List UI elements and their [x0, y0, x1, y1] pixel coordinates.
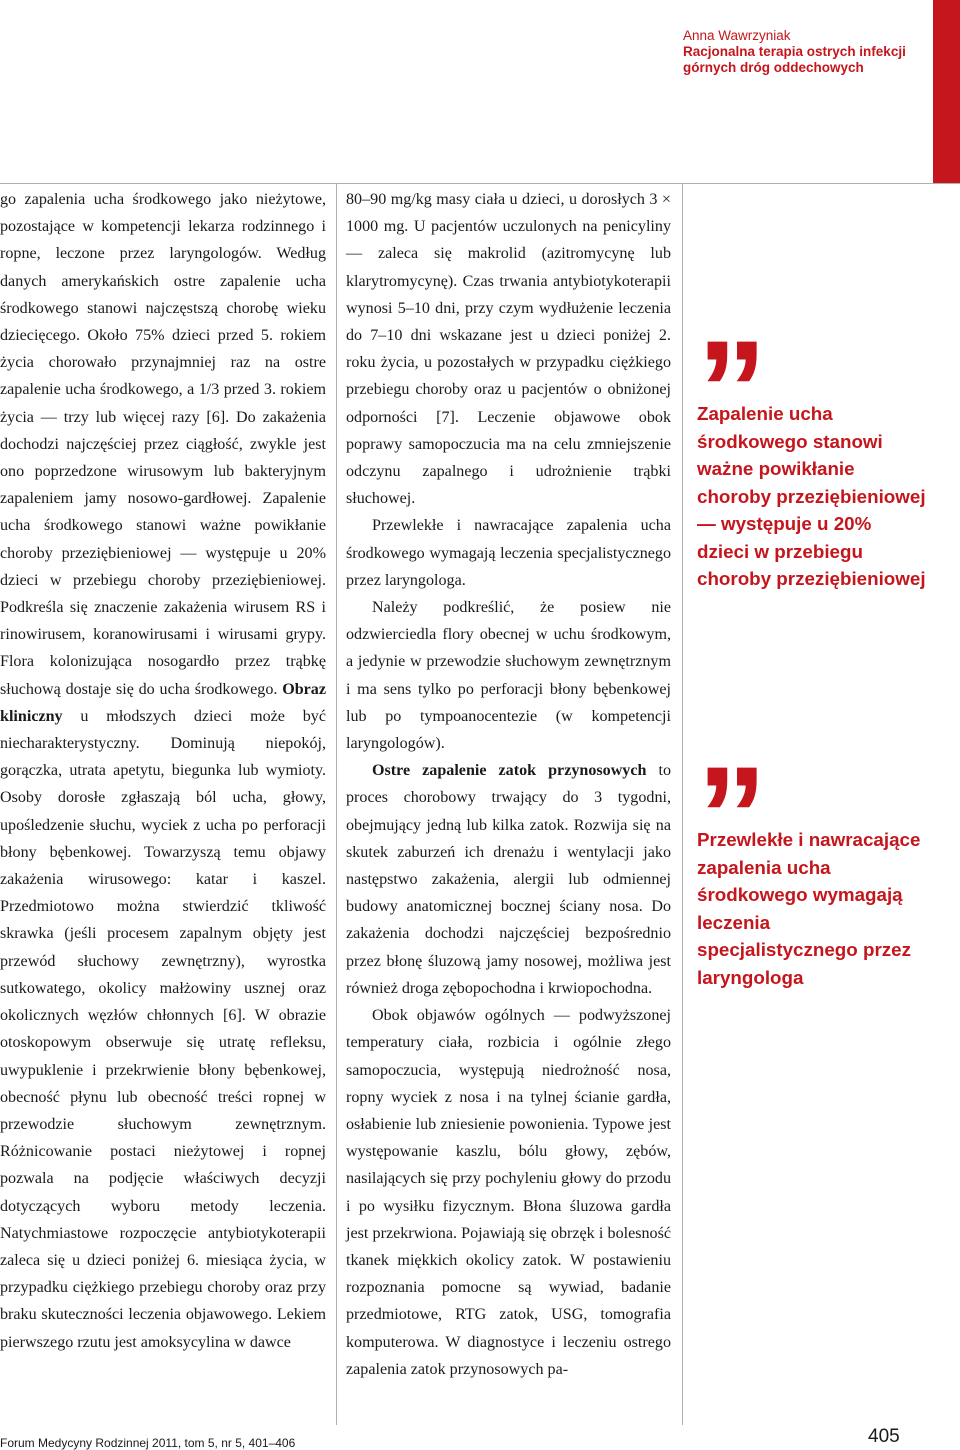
text-column-left: [0, 186, 326, 1356]
pull-quote-text: Zapalenie ucha środkowego stanowi ważne powikłanie choroby przeziębieniowej — występuje u 20% dzieci w przebiegu choroby przeziębieniowej: [697, 403, 926, 589]
paragraph: Przewlekłe i nawracające zapalenia ucha środkowego wymagają leczenia specjalistycznego przez laryngologa.: [346, 517, 671, 589]
column-divider-2: [682, 183, 683, 1425]
paragraph: Należy podkreślić, że posiew nie odzwierciedla flory obecnej w uchu środkowym, a jedynie w przewodzie słuchowym zewnętrznym i ma sens tylko po perforacji błony bębenkowej lub po tympoanocentezie (w kompetencji laryngologów).: [346, 599, 671, 753]
pull-quote-2: [697, 766, 927, 991]
pull-quote-text: Przewlekłe i nawracające zapalenia ucha środkowego wymagają leczenia specjalistycznego przez laryngologa: [697, 829, 921, 988]
quote-mark-icon: [697, 340, 927, 400]
pull-quote-1: [697, 340, 927, 593]
paragraph: Obok objawów ogólnych — podwyższonej temperatury ciała, rozbicia i ogólnie złego samopoczucia, występują niedrożność nosa, ropny wyciek z nosa i na tylnej ścianie gardła, osłabienie lub zniesienie powonienia. Typowe jest występowanie kaszlu, bólu głowy, zębów, nasilających się przy pochyleniu głowy do przodu i po wysiłku fizycznym. Błona śluzowa gardła jest przekrwiona. Pojawiają się obrzęk i bolesność tkanek miękkich okolicy zatok. W postawieniu rozpoznania pomocne są wywiad, badanie przedmiotowe, RTG zatok, USG, tomografia komputerowa. W diagnostyce i leczeniu ostrego zapalenia zatok przynosowych pa-: [346, 1007, 671, 1378]
text-column-middle: [346, 186, 671, 1383]
top-divider: [0, 183, 960, 184]
quote-mark-icon: [697, 766, 927, 826]
bold-term: Ostre zapalenie zatok przynosowych: [372, 762, 647, 780]
column-divider-1: [336, 183, 337, 1425]
page-number: 405: [868, 1426, 900, 1447]
footer-journal: Forum Medycyny Rodzinnej 2011, tom 5, nr 5, 401–406: [0, 1436, 296, 1450]
text-run: go zapalenia ucha środkowego jako nieżytowe, pozostające w kompetencji lekarza rodzinnego i ropne, leczone przez laryngologów. Według danych amerykańskich ostre zapalenie ucha środkowego stanowi najczęstszą chorobę wieku dziecięcego. Około 75% dzieci przed 5. rokiem życia chorowało przynajmniej raz na ostre zapalenie ucha środkowego, a 1/3 przed 3. rokiem życia — trzy lub więcej razy [6]. Do zakażenia dochodzi najczęściej przez ciągłość, zwykle jest ono poprzedzone wirusowym lub bakteryjnym zapaleniem jamy nosowo-gardłowej. Zapalenie ucha środkowego stanowi ważne powikłanie choroby przeziębieniowej — występuje u 20% dzieci w przebiegu choroby przeziębieniowej. Podkreśla się znaczenie zakażenia wirusem RS i rinowirusem, koranowirusami i wirusami grypy. Flora kolonizująca nosogardło przez trąbkę słuchową dostaje się do ucha środkowego.: [0, 191, 326, 698]
header-title-line1: Racjonalna terapia ostrych infekcji: [683, 44, 906, 59]
paragraph: [346, 757, 671, 1002]
header-title-line2: górnych dróg oddechowych: [683, 60, 864, 75]
text-run: u młodszych dzieci może być niecharakterystyczny. Dominują niepokój, gorączka, utrata apetytu, biegunka lub wymioty. Osoby dorosłe zgłaszają ból ucha, głowy, upośledzenie słuchu, wyciek z ucha po perforacji błony bębenkowej. Towarzyszą temu objawy zakażenia wirusowego: katar i kaszel. Przedmiotowo można stwierdzić tkliwość skrawka (jeśli procesem zapalnym objęty jest przewód słuchowy zewnętrzny), wyrostka sutkowatego, okolicy małżowiny usznej oraz okolicznych węzłów chłonnych [6]. W obrazie otoskopowym obserwuje się utratę refleksu, uwypuklenie i przekrwienie błony bębenkowej, obecność płynu lub obecność treści ropnej w przewodzie słuchowym zewnętrznym. Różnicowanie postaci nieżytowej i ropnej pozwala na podjęcie właściwych decyzji dotyczących wyboru metody leczenia. Natychmiastowe rozpoczęcie antybiotykoterapii zaleca się u dzieci poniżej 6. miesiąca życia, w przypadku ciężkiego przebiegu choroby oraz przy braku skuteczności leczenia objawowego. Lekiem pierwszego rzutu jest amoksycylina w dawce: [0, 707, 326, 1351]
paragraph: [0, 186, 326, 1356]
red-accent-bar: [933, 0, 960, 183]
header-author: Anna Wawrzyniak: [683, 28, 791, 43]
bold-term: Obraz kliniczny: [0, 680, 326, 725]
paragraph: 80–90 mg/kg masy ciała u dzieci, u dorosłych 3 × 1000 mg. U pacjentów uczulonych na penicyliny — zaleca się makrolid (azitromycynę lub klarytromycynę). Czas trwania antybiotykoterapii wynosi 5–10 dni, przy czym wydłużenie leczenia do 7–10 dni wskazane jest u dzieci poniżej 2. roku życia, u pozostałych w przypadku ciężkiego przebiegu choroby oraz u pacjentów o obniżonej odporności [7]. Leczenie objawowe obok poprawy samopoczucia ma na celu zmniejszenie odczynu zapalnego i udrożnienie trąbki słuchowej.: [346, 191, 671, 508]
text-run: to proces chorobowy trwający do 3 tygodni, obejmujący jedną lub kilka zatok. Rozwija się na skutek zaburzeń ich drenażu i wentylacji jako następstwo zakażenia, alergii lub odmiennej budowy anatomicznej bocznej ściany nosa. Do zakażenia dochodzi najczęściej bezpośrednio przez błonę śluzową jamy nosowej, możliwa jest również droga zębopochodna i krwiopochodna.: [346, 762, 671, 997]
running-header: [683, 28, 923, 76]
